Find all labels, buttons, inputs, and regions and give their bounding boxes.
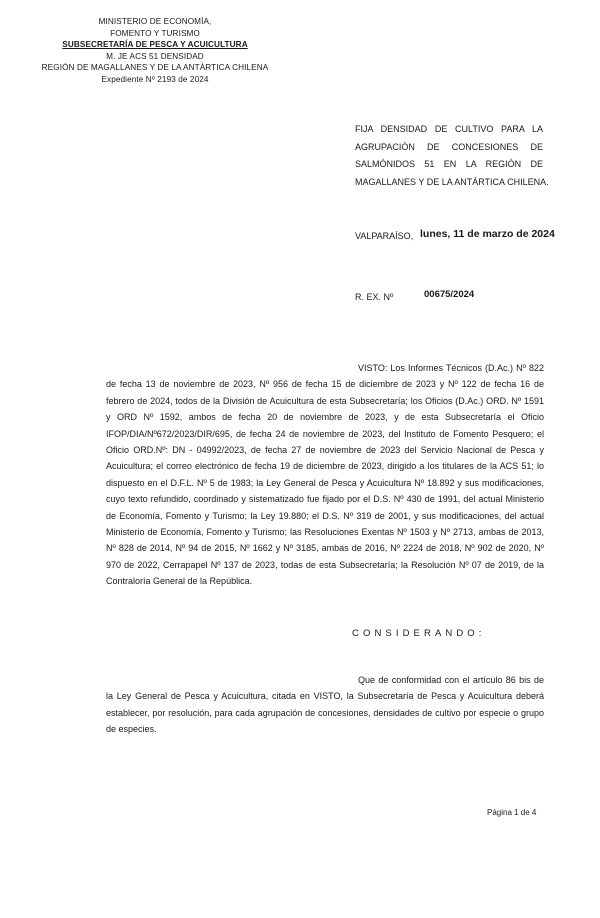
file-number: Expediente Nº 2193 de 2024 [101, 74, 209, 84]
reference-code: M. JE ACS 51 DENSIDAD [106, 51, 204, 61]
subject-line: SALMÓNIDOS 51 EN LA REGIÓN DE [355, 159, 543, 170]
resolution-date: lunes, 11 de marzo de 2024 [420, 228, 555, 240]
ministry-name: MINISTERIO DE ECONOMÍA, [98, 17, 212, 26]
resolution-number-label: R. EX. Nº [355, 292, 394, 302]
ministry-name-cont: FOMENTO Y TURISMO [110, 28, 200, 38]
considerando-heading: CONSIDERANDO: [352, 628, 486, 639]
subject-line: FIJA DENSIDAD DE CULTIVO PARA LA [355, 124, 543, 134]
resolution-subject [355, 121, 549, 192]
subsecretariat-name: SUBSECRETARÍA DE PESCA Y ACUICULTURA [62, 40, 248, 50]
subject-line: AGRUPACIÓN DE CONCESIONES DE [355, 141, 543, 152]
page-number: Página 1 de 4 [487, 808, 537, 817]
letterhead [40, 16, 270, 86]
place-label: VALPARAÍSO, [355, 231, 414, 241]
considerando-paragraph: Que de conformidad con el artículo 86 bis de la Ley General de Pesca y Acuicultura, citada en VISTO, la Subsecretaría de Pesca y Acuicultura deberá establecer, por resolución, para cada agrupación de concesiones, densidades de cultivo por especie o grupo de especies. [106, 675, 544, 735]
subject-line: MAGALLANES Y DE LA ANTÁRTICA CHILENA. [355, 177, 549, 188]
visto-paragraph: VISTO: Los Informes Técnicos (D.Ac.) Nº 822 de fecha 13 de noviembre de 2023, Nº 956 de fecha 15 de diciembre de 2023 y Nº 122 de fecha 16 de febrero de 2024, todos de la División de Acuicultura de esta Subsecretaría; los Oficios (D.Ac.) ORD. Nº 1591 y ORD Nº 1592, ambos de fecha 20 de noviembre de 2023, y de esta Subsecretaría el Oficio IFOP/DIA/Nº672/2023/DIR/695, de fecha 24 de noviembre de 2023, del Instituto de Fomento Pesquero; el Oficio ORD.Nº: DN - 04992/2023, de fecha 27 de noviembre de 2023 del Servicio Nacional de Pesca y Acuicultura; el correo electrónico de fecha 19 de diciembre de 2023, dirigido a los titulares de la ACS 51; lo dispuesto en el D.F.L. Nº 5 de 1983; la Ley General de Pesca y Acuicultura Nº 18.892 y sus modificaciones, cuyo texto refundido, coordinado y sistematizado fue fijado por el D.S. Nº 430 de 1991, del actual Ministerio de Economía, Fomento y Turismo; la Ley 19.880; el D.S. Nº 319 de 2001, y sus modificaciones, del actual Ministerio de Economía, Fomento y Turismo; las Resoluciones Exentas Nº 1503 y Nº 2713, ambas de 2013, Nº 828 de 2014, Nº 94 de 2015, Nº 1662 y Nº 3185, ambas de 2016, Nº 2224 de 2018, Nº 902 de 2020, Nº 970 de 2022, Cerrapapel Nº 137 de 2023, todas de esta Subsecretaría; la Resolución Nº 07 de 2019, de la Contraloría General de la República. [106, 363, 544, 587]
resolution-number: 00675/2024 [424, 289, 475, 300]
region-name: REGIÓN DE MAGALLANES Y DE LA ANTÁRTICA CHILENA [41, 63, 269, 73]
